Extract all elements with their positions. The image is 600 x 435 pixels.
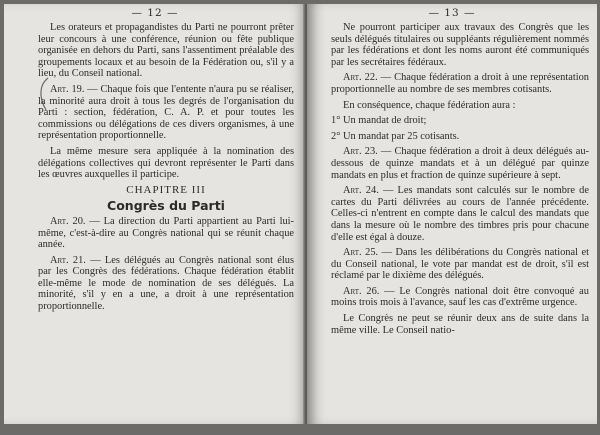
page-number-left: — 12 — [131,7,179,19]
article-label: Art. 25. [343,247,379,259]
article-text: — Chaque fédération a droit à une représentation proportionnelle au nombre de ses membres cotisants. [331,72,590,95]
article-text: — Chaque fédération a droit à deux délégués au-dessous de quinze mandats et à un délégué par quinze mandats en plus et fraction de quinze supérieure à sept. [331,146,589,181]
article-label: Art. 23. [343,146,378,158]
article-23 [331,146,589,181]
article-text: — Dans les délibérations du Congrès national et du Conseil national, le vote par mandat est de droit, s'il est réclamé par le dixième des délégués. [331,247,589,282]
paragraph: Le Congrès ne peut se réunir deux ans de suite dans la même ville. Le Conseil natio- [331,313,589,336]
list-item: 1° Un mandat de droit; [331,115,427,127]
article-label: Art. 26. [343,285,380,297]
paragraph: En conséquence, chaque fédération aura : [343,99,516,111]
article-text: — Les délégués au Congrès national sont élus par les Congrès des fédérations. Chaque fédération établit elle-même le mode de nomination de ses délégués. La minorité, s'il y en a une, a droit à une représentation proportionnelle. [38,254,294,313]
chapter-title: Congrès du Parti [107,198,225,214]
article-text: — Chaque fois que l'entente n'aura pu se réaliser, la minorité aura droit à tous les degrés de l'organisation du Parti : section, fédération, C. A. P. et pour toutes les commissions ou délégations de ces divers organismes, à une représentation proportionnelle. [38,83,294,142]
article-21 [38,255,294,313]
article-24 [331,185,589,243]
article-22 [331,72,589,95]
article-label: Art. 21. [50,254,86,266]
article-text: — Les mandats sont calculés sur le nombre de cartes du Parti délivrées au cours de l'année précédente. Celles-ci n'entrent en compte dans le calcul des mandats que dans la mesure où le nombre des timbres pris pour chacune d'elle est égal à douze. [331,185,589,243]
article-text: — Le Congrès national doit être convoqué au moins trois mois à l'avance, sauf les cas d'extrême urgence. [331,285,589,309]
list-item: 2° Un mandat par 25 cotisants. [331,130,460,142]
article-20 [38,216,294,251]
paragraph: La même mesure sera appliquée à la nomination des délégations collectives qui devront représenter le Parti dans les œuvres auxquelles il participe. [38,145,294,181]
chapter-heading: CHAPITRE III [126,183,206,196]
article-label: Art. 24. [343,185,379,197]
article-text: — La direction du Parti appartient au Parti lui-même, c'est-à-dire au Congrès national qui se réunit chaque année. [38,215,294,251]
left-page [4,4,306,424]
article-label: Art. 22. [343,72,378,84]
article-19 [38,84,294,142]
article-label: Art. 19. [50,83,85,95]
article-label: Art. 20. [50,215,86,227]
article-26 [331,286,589,309]
paragraph: Ne pourront participer aux travaux des Congrès que les seuls délégués titulaires ou suppléants régulièrement nommés par les fédérations et dont les noms auront été communiqués par les secrétaires fédéraux. [331,22,589,68]
paragraph: Les orateurs et propagandistes du Parti ne pourront prêter leur concours à une conférence, réunion ou fête publique organisée en dehors du Parti, sans l'assentiment préalable des groupements locaux et au besoin de la Fédération ou, s'il y a lieu, du Conseil national. [38,22,294,80]
page-number-right: — 13 — [428,7,476,19]
article-25 [331,247,589,282]
right-page [307,4,597,424]
left-page-text [38,22,294,317]
right-page-text [331,22,589,340]
